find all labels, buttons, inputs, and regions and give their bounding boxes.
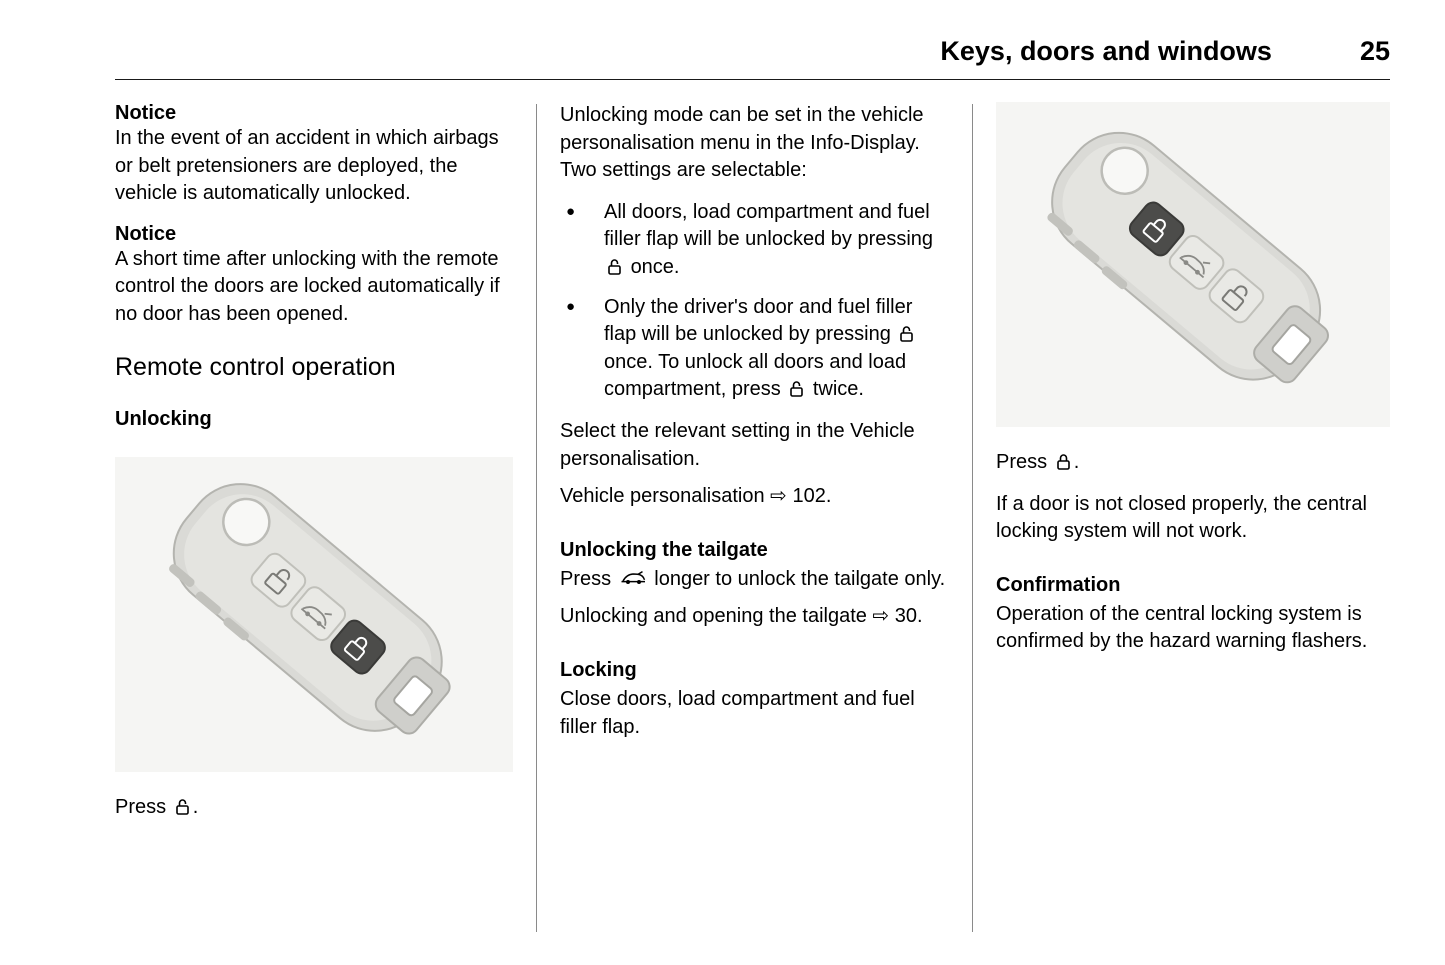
press-text-end: .	[1073, 451, 1080, 473]
bullet-icon: ●	[566, 297, 576, 315]
press-text: Press	[115, 795, 167, 818]
tailgate-car-icon	[620, 570, 646, 586]
bullet-text-2	[604, 294, 949, 404]
tailgate-press-text: Press	[560, 567, 612, 590]
press-unlock-line	[115, 794, 513, 822]
section-title-remote-control: Remote control operation	[115, 352, 396, 381]
title-unlocking-tailgate: Unlocking the tailgate	[560, 538, 768, 561]
bullet2-before: Only the driver's door and fuel filler flap will be unlocked by pressing	[604, 295, 913, 346]
title-locking: Locking	[560, 658, 637, 681]
select-setting-text: Select the relevant setting in the Vehicle personalisation.	[560, 419, 915, 470]
notice-body-1: In the event of an accident in which airbags or belt pretensioners are deployed, the vehicle is automatically unlocked.	[115, 127, 499, 205]
content-columns	[115, 102, 1390, 932]
column-middle	[560, 102, 949, 741]
keyfob-photo-locking	[996, 102, 1390, 427]
tailgate-reference: Unlocking and opening the tailgate ⇨ 30.	[560, 605, 923, 628]
keyfob-illustration-unlock	[115, 457, 513, 772]
personalisation-reference: Vehicle personalisation ⇨ 102.	[560, 485, 832, 508]
confirmation-body: Operation of the central locking system is confirmed by the hazard warning flashers.	[996, 602, 1368, 653]
unlock-icon	[899, 325, 914, 342]
lock-icon	[1056, 453, 1071, 470]
press-text: Press	[996, 451, 1048, 473]
bullet2-mid: once. To unlock all doors and load compartment, press	[604, 350, 907, 401]
door-not-closed-text: If a door is not closed properly, the central locking system will not work.	[996, 492, 1367, 543]
unlock-icon	[607, 258, 622, 275]
tailgate-press-text-end: longer to unlock the tailgate only.	[654, 567, 946, 590]
press-text-end: .	[192, 795, 199, 818]
bullet-text-1	[604, 199, 949, 282]
keyfob-illustration-lock	[996, 102, 1390, 427]
sub-title-unlocking: Unlocking	[115, 407, 212, 430]
list-item	[560, 199, 949, 282]
notice-title-1: Notice	[115, 102, 177, 124]
settings-list	[560, 199, 949, 404]
unlock-icon	[175, 798, 190, 815]
unlock-mode-intro: Unlocking mode can be set in the vehicle personalisation menu in the Info-Display. Two settings are selectable:	[560, 104, 924, 182]
column-right	[996, 102, 1390, 656]
bullet1-before: All doors, load compartment and fuel filler flap will be unlocked by pressing	[604, 200, 934, 251]
title-confirmation: Confirmation	[996, 573, 1121, 596]
page-title: Keys, doors and windows	[940, 36, 1272, 66]
bullet-icon: ●	[566, 202, 576, 220]
tailgate-press-line	[560, 566, 949, 594]
locking-body: Close doors, load compartment and fuel filler flap.	[560, 687, 915, 738]
column-divider-2	[972, 104, 973, 932]
keyfob-photo-unlocking	[115, 457, 513, 772]
page-header	[115, 36, 1390, 79]
list-item	[560, 294, 949, 404]
bullet2-after: twice.	[812, 378, 864, 401]
page-number: 25	[1359, 36, 1390, 66]
column-left	[115, 102, 513, 821]
press-lock-line	[996, 449, 1390, 477]
header-rule	[115, 79, 1390, 80]
notice-body-2: A short time after unlocking with the remote control the doors are locked automatically if no door has been opened.	[115, 247, 500, 325]
notice-title-2: Notice	[115, 222, 177, 245]
unlock-icon	[789, 380, 804, 397]
bullet1-after: once.	[630, 255, 680, 278]
column-divider-1	[536, 104, 537, 932]
